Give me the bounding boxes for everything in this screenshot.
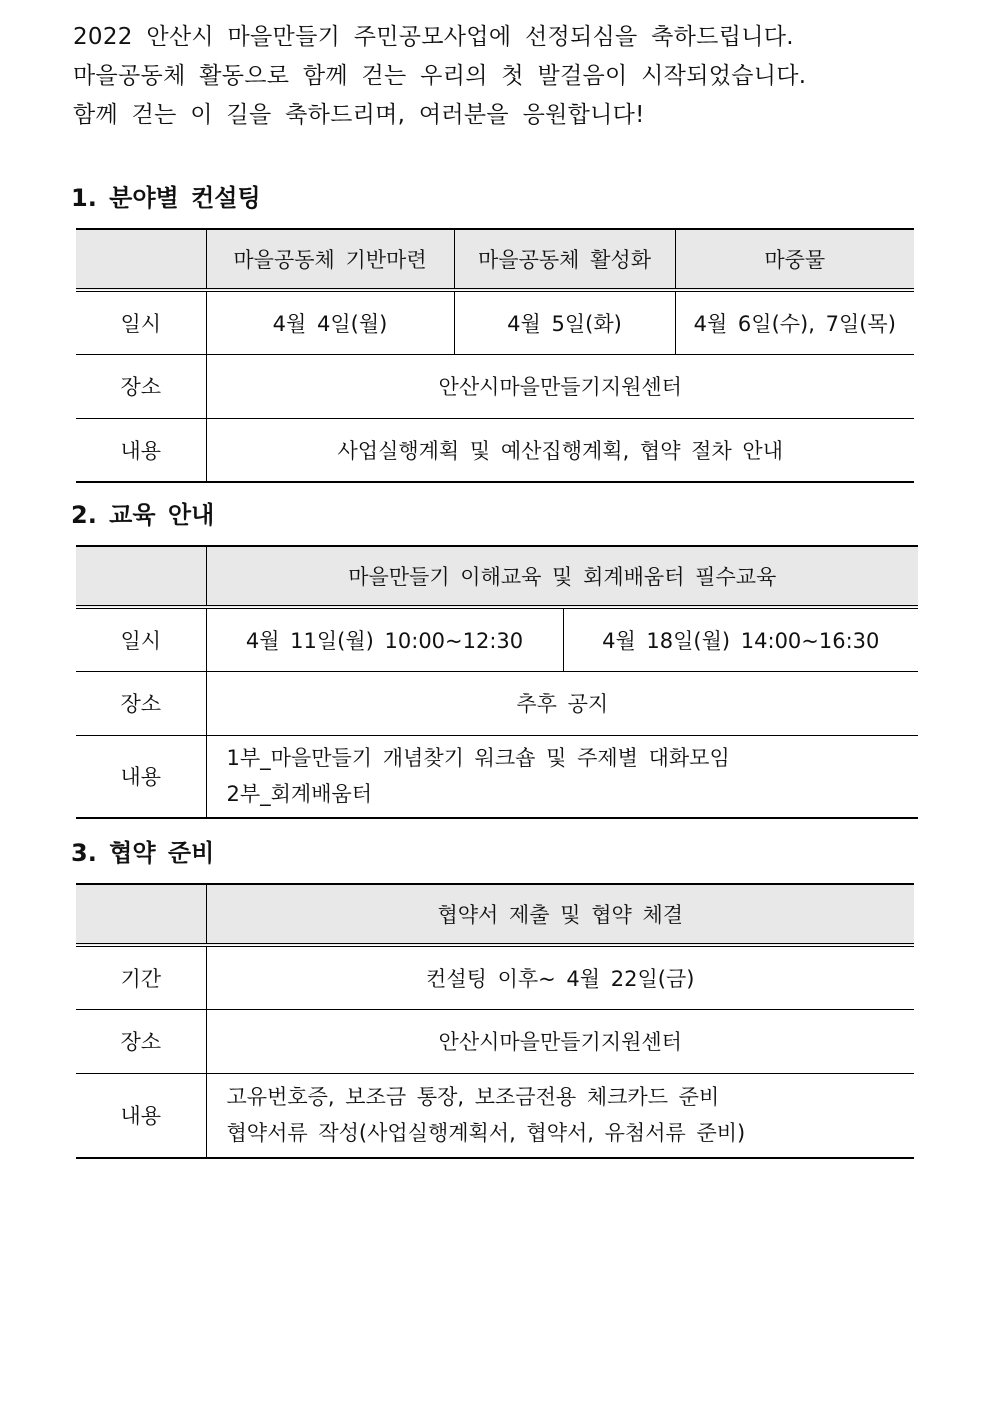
content-cell: 사업실행계획 및 예산집행계획, 협약 절차 안내 [206,418,914,482]
table-header-row [76,229,914,290]
date-cell: 4월 4일(월) [206,290,454,354]
content-cell [206,1073,914,1158]
row-label: 내용 [76,735,206,818]
consulting-table [76,228,914,483]
table-row [76,1073,914,1158]
column-header: 마을공동체 활성화 [454,229,675,290]
column-header: 마을공동체 기반마련 [206,229,454,290]
table-row [76,354,914,418]
header-blank-cell [76,229,206,290]
row-label: 일시 [76,607,206,671]
row-label: 장소 [76,354,206,418]
table-row [76,607,918,671]
section-title-consulting: 1. 분야별 컨설팅 [71,184,261,212]
header-blank-cell [76,546,206,607]
education-table [76,545,918,819]
section-title-education: 2. 교육 안내 [71,501,215,529]
column-header: 마을만들기 이해교육 및 회계배움터 필수교육 [206,546,918,607]
intro-line-3: 함께 걷는 이 길을 축하드리며, 여러분을 응원합니다! [73,102,645,128]
table-row [76,1009,914,1073]
table-row [76,945,914,1009]
header-blank-cell [76,884,206,945]
content-line: 1부_마을만들기 개념찾기 워크숍 및 주제별 대화모임 [226,746,730,771]
content-cell [206,735,918,818]
column-header: 협약서 제출 및 협약 체결 [206,884,914,945]
table-row [76,671,918,735]
table-header-row [76,546,918,607]
agreement-table [76,883,914,1159]
place-cell: 안산시마을만들기지원센터 [206,1009,914,1073]
row-label: 장소 [76,671,206,735]
content-line: 협약서류 작성(사업실행계획서, 협약서, 유첨서류 준비) [226,1121,746,1146]
row-label: 내용 [76,1073,206,1158]
date-cell: 4월 11일(월) 10:00~12:30 [206,607,563,671]
column-header: 마중물 [675,229,914,290]
date-cell: 4월 6일(수), 7일(목) [675,290,914,354]
row-label: 장소 [76,1009,206,1073]
place-cell: 추후 공지 [206,671,918,735]
table-row [76,418,914,482]
table-row [76,290,914,354]
period-cell: 컨설팅 이후~ 4월 22일(금) [206,945,914,1009]
place-cell: 안산시마을만들기지원센터 [206,354,914,418]
content-line: 고유번호증, 보조금 통장, 보조금전용 체크카드 준비 [226,1085,720,1110]
section-title-agreement: 3. 협약 준비 [71,839,215,867]
content-line: 2부_회계배움터 [226,782,373,807]
date-cell: 4월 18일(월) 14:00~16:30 [563,607,918,671]
table-row [76,735,918,818]
row-label: 기간 [76,945,206,1009]
row-label: 일시 [76,290,206,354]
intro-line-2: 마을공동체 활동으로 함께 걷는 우리의 첫 발걸음이 시작되었습니다. [73,63,807,89]
intro-text [73,18,953,135]
date-cell: 4월 5일(화) [454,290,675,354]
row-label: 내용 [76,418,206,482]
table-header-row [76,884,914,945]
intro-line-1: 2022 안산시 마을만들기 주민공모사업에 선정되심을 축하드립니다. [73,24,794,50]
